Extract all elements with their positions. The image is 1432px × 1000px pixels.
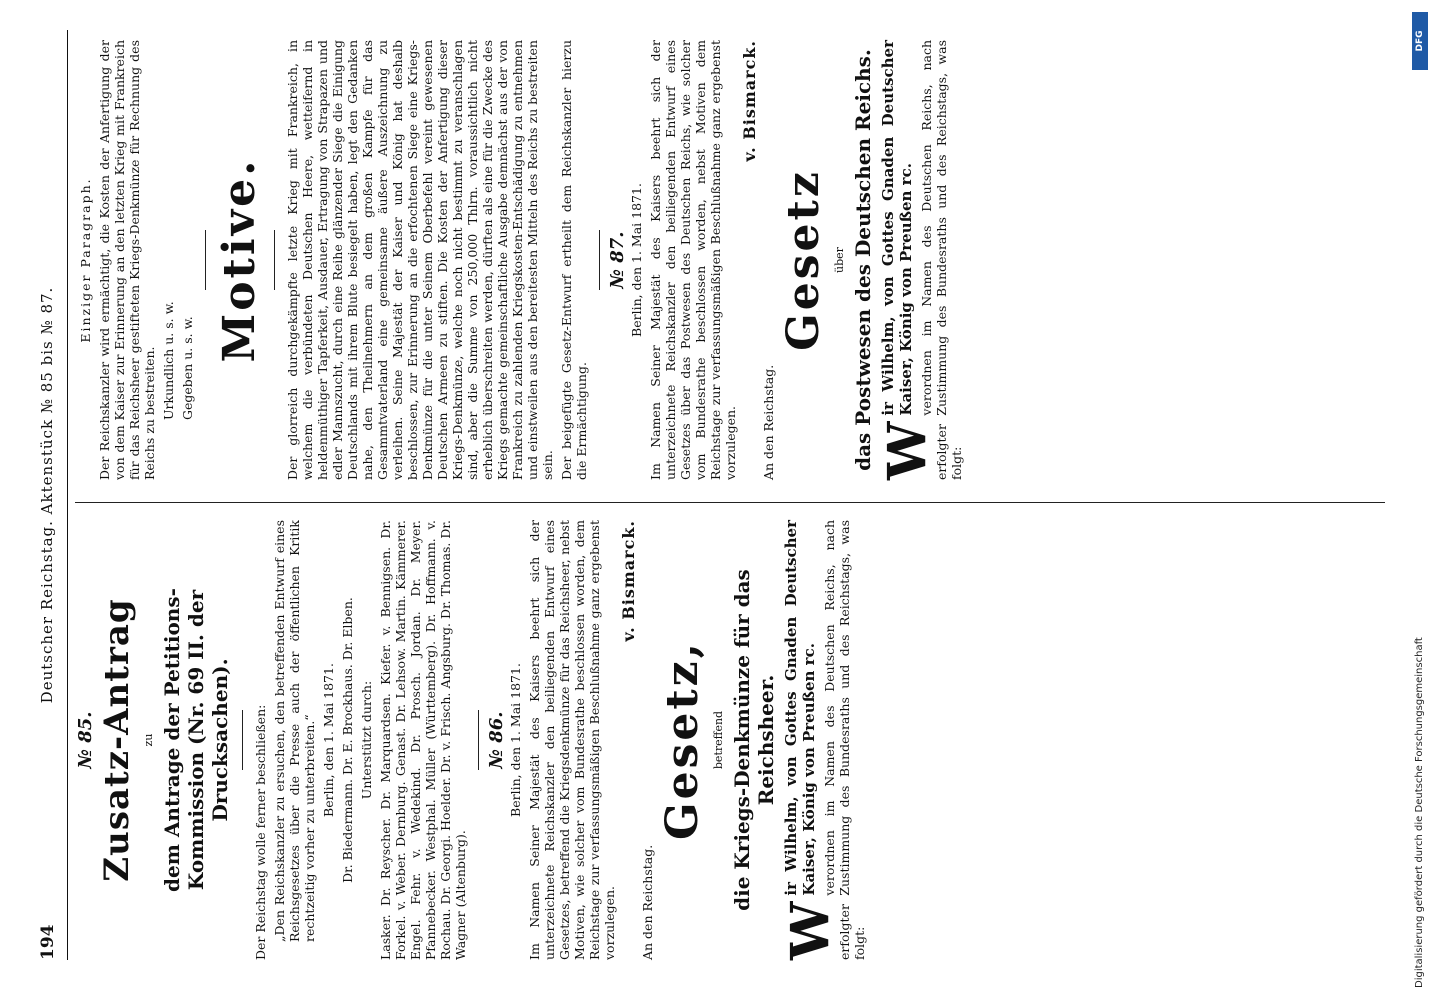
header-rule <box>67 30 68 960</box>
doc85-supporters: Lasker. Dr. Reyscher. Dr. Marquardsen. Kiefer. v. Bennigsen. Dr. Forkel. v. Weber. Dernburg. Genast. Dr. Lehsow. Martin. Kämmerer. Engel. Fehr. v. Wedekind. Dr. Prosch. Jordan. Dr. Meyer. Pfannebecker. Westphal. Müller (Württemberg). Dr. Hoffmann. v. Rochau. Dr. Georgi. Hoelder. Dr. v. Frisch. Angsburg. Dr. Thomas. Dr. Wagner (Altenburg). <box>378 520 468 960</box>
credit-text: Digitalisierung gefördert durch die Deutsche Forschungsgemeinschaft <box>1414 637 1425 988</box>
doc87-signature: v. Bismarck. <box>740 40 759 162</box>
doc86-signature: v. Bismarck. <box>619 520 638 642</box>
doc85-quote: „Den Reichskanzler zu ersuchen, den betreffenden Entwurf eines Reichsgesetzes über die Presse auch der öffentlichen Kritik rechtzeitig vorher zu unterbreiten.“ <box>272 520 317 942</box>
column-divider <box>75 502 1385 503</box>
doc87-ueber: über <box>833 247 846 273</box>
doc86-betreffend: betreffend <box>712 710 725 770</box>
page-number: 194 <box>38 924 58 960</box>
doc87-date: Berlin, den 1. Mai 1871. <box>629 183 644 337</box>
doc87-law-subject: das Postwesen des Deutschen Reichs. <box>851 49 875 471</box>
digitization-credit <box>1410 0 1432 1000</box>
doc87-addressee: An den Reichstag. <box>761 364 776 480</box>
doc87-law-title: Gesetz <box>778 169 829 351</box>
doc87-number: № 87. <box>607 231 628 289</box>
separator <box>478 710 479 770</box>
left-column <box>75 520 1408 960</box>
doc86-law-subject: die Kriegs-Denkmünze für das Reichsheer. <box>730 569 778 911</box>
motive-end: Der beigefügte Gesetz-Entwurf ertheilt dem Reichskanzler hierzu die Ermächtigung. <box>559 40 589 480</box>
doc86-text: Im Namen Seiner Majestät des Kaisers beehrt sich der unterzeichnete Reichskanzler den beiliegenden Entwurf eines Gesetzes, betreffend die Kriegsdenkmünze für das Reichsheer, nebst Motiven, wie solcher vom Bundesrathe beschlossen worden, dem Reichstage zur verfassungsmäßigen Beschlußnahme ganz ergebenst vorzulegen. <box>527 520 617 960</box>
dfg-logo: DFG <box>1412 12 1428 70</box>
running-title: Deutscher Reichstag. Aktenstück № 85 bis № 87. <box>38 286 56 704</box>
doc85-zu: zu <box>142 733 155 747</box>
doc86-number: № 86. <box>486 711 507 769</box>
motive-title: Motive. <box>214 157 265 363</box>
doc86-wir-text: verordnen im Namen des Deutschen Reichs, nach erfolgter Zustimmung des Bundesraths und des Reichstags, was folgt: <box>822 520 867 960</box>
doc87-wir-head: ir Wilhelm, von Gottes Gnaden Deutscher Kaiser, König von Preußen rc. <box>879 40 915 416</box>
right-column <box>78 40 1408 480</box>
paragraph-text: Der Reichskanzler wird ermächtigt, die Kosten der Anfertigung der von dem Kaiser zur Erinnerung an den letzten Krieg mit Frankreich für das Reichsheer gestifteten Kriegs-Denkmünze für Rechnung des Reichs zu bestreiten. <box>97 40 157 480</box>
separator <box>242 710 243 770</box>
doc85-subject: dem Antrage der Petitions-Kommission (Nr. 69 II. der Drucksachen). <box>160 588 232 892</box>
doc86-addressee: An den Reichstag. <box>640 844 655 960</box>
urkundlich: Urkundlich u. s. w. <box>161 301 176 420</box>
doc87-wir-text: verordnen im Namen des Deutschen Reichs, nach erfolgter Zustimmung des Bundesraths und des Reichstags, was folgt: <box>919 40 964 480</box>
paragraph-title: Einziger Paragraph. <box>78 177 93 343</box>
gegeben: Gegeben u. s. w. <box>180 316 195 420</box>
separator <box>599 230 600 290</box>
doc86-enactment-head <box>780 520 841 960</box>
drop-cap: W <box>877 421 938 480</box>
doc86-wir-head: ir Wilhelm, von Gottes Gnaden Deutscher Kaiser, König von Preußen rc. <box>782 520 818 896</box>
page-header <box>38 30 68 960</box>
doc85-signers: Dr. Biedermann. Dr. E. Brockhaus. Dr. Elben. <box>340 597 355 883</box>
doc85-date: Berlin, den 1. Mai 1871. <box>321 663 336 817</box>
doc87-text: Im Namen Seiner Majestät des Kaisers beehrt sich der unterzeichnete Reichskanzler den beiliegenden Entwurf eines Gesetzes über das Postwesen des Deutschen Reichs, wie solcher vom Bundesrathe beschlossen worden, nebst Motiven dem Reichstage zur verfassungsmäßigen Beschlußnahme ganz ergebenst vorzulegen. <box>648 40 738 480</box>
separator <box>274 230 275 290</box>
doc87-enactment-head <box>877 40 938 480</box>
doc85-number: № 85. <box>75 711 96 769</box>
doc85-para: Der Reichstag wolle ferner beschließen: <box>253 704 268 960</box>
doc85-supported: Unterstützt durch: <box>359 680 374 800</box>
doc85-title: Zusatz-Antrag <box>97 598 137 882</box>
doc86-law-title: Gesetz, <box>657 640 708 840</box>
drop-cap: W <box>780 901 841 960</box>
motive-text: Der glorreich durchgekämpfte letzte Krieg mit Frankreich, in welchem die verbündeten Deutschen Heere, wetteifernd in heldenmüthiger Tapferkeit, Ausdauer, Ertragung von Strapazen und edler Mannszucht, durch eine Reihe glänzender Siege die Einigung Deutschlands mit ihrem Blute besiegelt haben, legt den Gedanken nahe, den Theilnehmern an dem großen Kampfe für das Gesammtvaterland eine gemeinsame äußere Auszeichnung zu verleihen. Seine Majestät der Kaiser und König hat deshalb beschlossen, zur Erinnerung an die erfochtenen Siege eine Kriegs-Denkmünze für die unter Seinem Oberbefehl vereint gewesenen Deutschen Armeen zu stiften. Die Kosten der Anfertigung dieser Kriegs-Denkmünze, welche noch nicht bestimmt zu veranschlagen sind, aber die Summe von 250,000 Thlrn. voraussichtlich nicht erheblich überschreiten werden, dürften als eine für die Zwecke des Kriegs gemachte gemeinschaftliche Ausgabe demnächst aus der von Frankreich zu zahlenden Kriegskosten-Entschädigung zu entnehmen und einstweilen aus den bereitesten Mitteln des Reichs zu bestreiten sein. <box>285 40 555 480</box>
doc86-date: Berlin, den 1. Mai 1871. <box>508 663 523 817</box>
separator <box>205 230 206 290</box>
